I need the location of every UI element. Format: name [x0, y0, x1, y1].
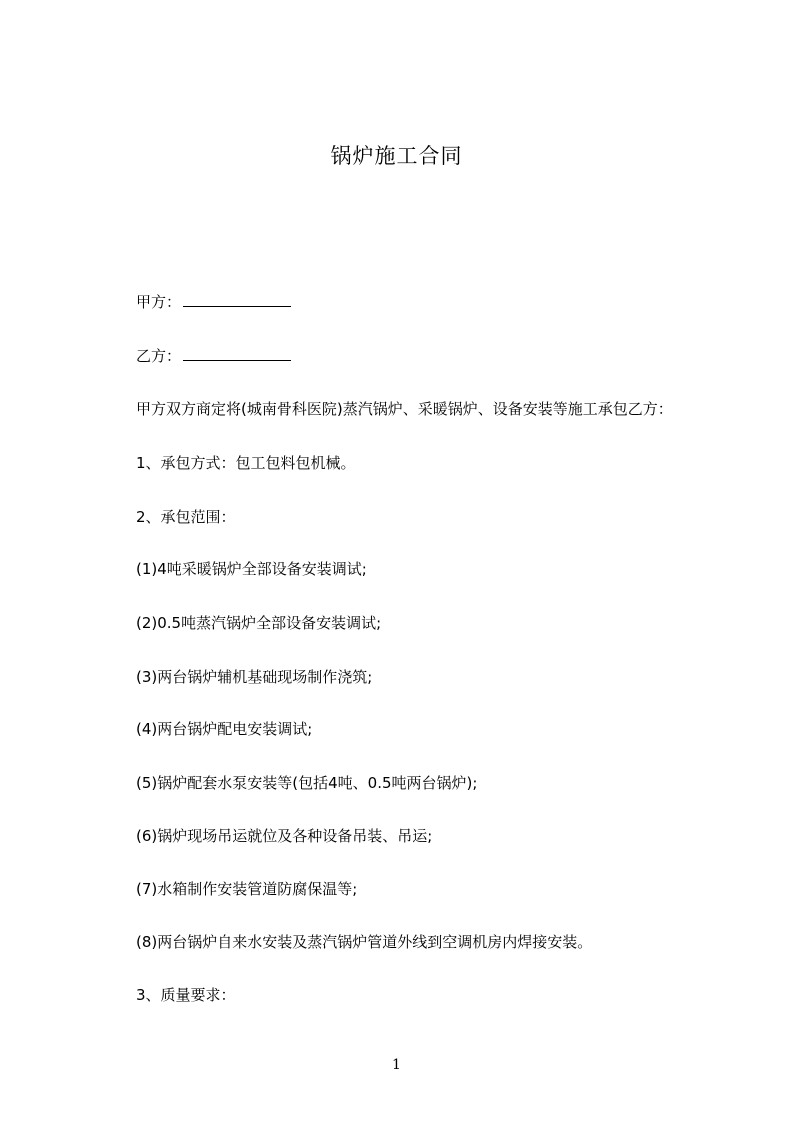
scope-item-3: (3)两台锅炉辅机基础现场制作浇筑; [136, 668, 373, 686]
party-b-label: 乙方： [136, 347, 182, 365]
scope-item-5: (5)锅炉配套水泵安装等(包括4吨、0.5吨两台锅炉); [136, 774, 478, 792]
scope-item-4: (4)两台锅炉配电安装调试; [136, 720, 313, 738]
party-a-blank [183, 291, 291, 307]
intro-paragraph: 甲方双方商定将(城南骨科医院)蒸汽锅炉、采暖锅炉、设备安装等施工承包乙方： [136, 400, 673, 418]
scope-item-1: (1)4吨采暖锅炉全部设备安装调试; [136, 560, 367, 578]
party-b-blank [183, 345, 291, 361]
document-title: 锅炉施工合同 [330, 144, 463, 168]
section-2-heading: 2、承包范围： [136, 508, 236, 526]
section-1-contract-method: 1、承包方式：包工包料包机械。 [136, 454, 356, 472]
section-3-heading: 3、质量要求： [136, 986, 236, 1004]
party-a-line [136, 291, 291, 312]
scope-item-6: (6)锅炉现场吊运就位及各种设备吊装、吊运; [136, 827, 433, 845]
scope-item-7: (7)水箱制作安装管道防腐保温等; [136, 880, 358, 898]
party-b-line [136, 345, 291, 366]
party-a-label: 甲方： [136, 293, 182, 311]
scope-item-2: (2)0.5吨蒸汽锅炉全部设备安装调试; [136, 614, 382, 632]
page-number: 1 [392, 1057, 401, 1073]
scope-item-8: (8)两台锅炉自来水安装及蒸汽锅炉管道外线到空调机房内焊接安装。 [136, 933, 593, 951]
